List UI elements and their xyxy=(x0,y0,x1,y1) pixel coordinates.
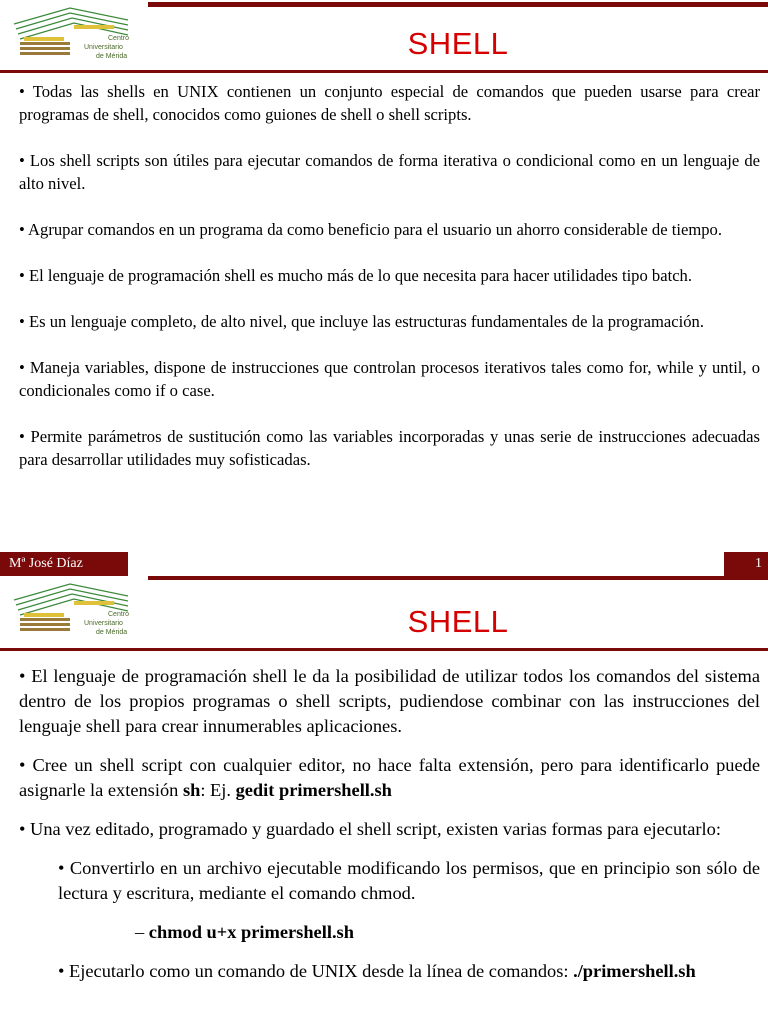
bullet-item: • El lenguaje de programación shell le da la posibilidad de utilizar todos los comandos del sistema dentro de los propios programas o shell scripts, pudiendose combinar con las instrucciones del lenguaje shell para crear innumerables aplicaciones. xyxy=(19,666,760,736)
bullet-item: • Los shell scripts son útiles para ejecutar comandos de forma iterativa o condicional como en un lenguaje de alto nivel. xyxy=(19,151,760,193)
bullet-item: • El lenguaje de programación shell es mucho más de lo que necesita para hacer utilidades tipo batch. xyxy=(19,266,693,285)
svg-text:Centro: Centro xyxy=(108,611,130,618)
centro-universitario-logo xyxy=(10,578,140,636)
svg-text:Universitario: Universitario xyxy=(84,44,123,51)
sub-bullet-item: • Convertirlo en un archivo ejecutable modificando los permisos, que en principio son sólo de lectura y escritura, mediante el comando chmod. xyxy=(58,858,760,903)
svg-text:de Mérida: de Mérida xyxy=(96,629,128,636)
author-label: Mª José Díaz xyxy=(0,552,128,576)
command-example: – chmod u+x primershell.sh xyxy=(135,922,354,942)
header-top-rule xyxy=(148,2,768,7)
header-bottom-rule xyxy=(0,70,768,73)
slide-body xyxy=(19,80,760,494)
svg-text:Centro: Centro xyxy=(108,35,130,42)
header-top-rule xyxy=(148,576,768,580)
slide-title: SHELL xyxy=(407,604,509,639)
svg-text:de Mérida: de Mérida xyxy=(96,53,128,60)
svg-text:Universitario: Universitario xyxy=(84,620,123,627)
slide-2 xyxy=(0,576,768,1024)
page-number: 1 xyxy=(724,552,768,576)
bullet-item: • Es un lenguaje completo, de alto nivel, que incluye las estructuras fundamentales de la programación. xyxy=(19,312,705,331)
bullet-item: • Cree un shell script con cualquier editor, no hace falta extensión, pero para identificarlo puede asignarle la extensión sh: Ej. gedit primershell.sh xyxy=(19,755,760,800)
bullet-item: • Permite parámetros de sustitución como las variables incorporadas y unas serie de instrucciones adecuadas para desarrollar utilidades muy sofisticadas. xyxy=(19,427,760,469)
header-bottom-rule xyxy=(0,648,768,651)
slide-footer xyxy=(0,552,768,576)
centro-universitario-logo xyxy=(10,2,140,60)
bullet-item: • Agrupar comandos en un programa da como beneficio para el usuario un ahorro considerable de tiempo. xyxy=(19,220,722,239)
slide-body xyxy=(19,664,760,998)
slide-title: SHELL xyxy=(407,26,509,61)
bullet-item: • Todas las shells en UNIX contienen un conjunto especial de comandos que pueden usarse para crear programas de shell, conocidos como guiones de shell o shell scripts. xyxy=(19,82,760,124)
sub-bullet-item: • Ejecutarlo como un comando de UNIX desde la línea de comandos: ./primershell.sh xyxy=(58,961,696,981)
bullet-item: • Una vez editado, programado y guardado el shell script, existen varias formas para ejecutarlo: xyxy=(19,819,721,839)
bullet-item: • Maneja variables, dispone de instrucciones que controlan procesos iterativos tales como for, while y until, o condicionales como if o case. xyxy=(19,358,760,400)
